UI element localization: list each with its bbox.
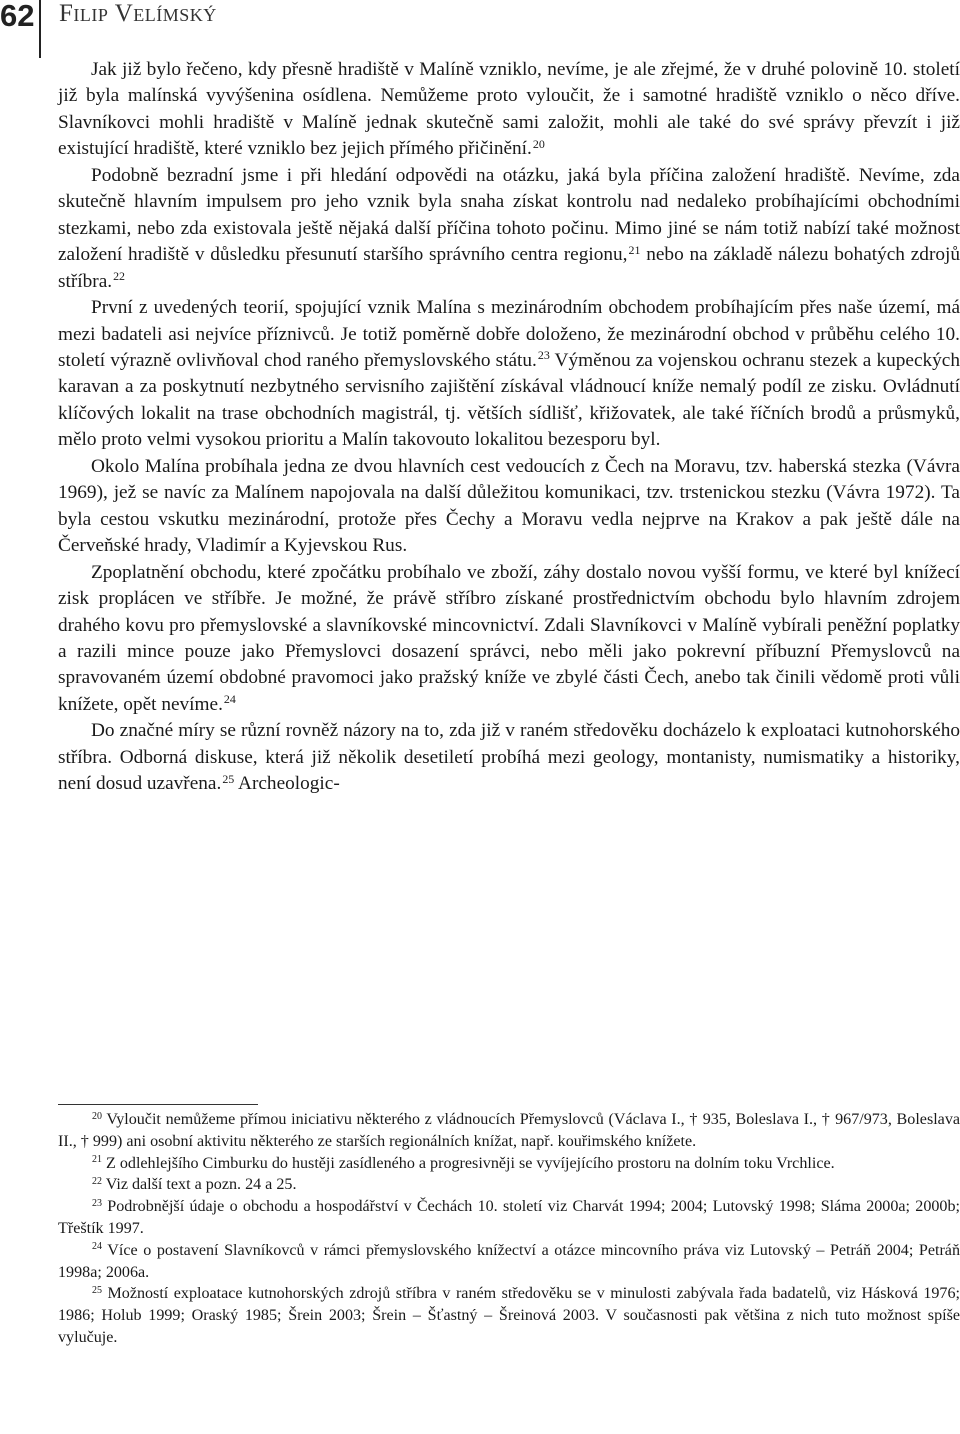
paragraph-text: Podobně bezradní jsme i při hledání odpovědi na otázku, jaká byla příčina založení hradiště. Nevíme, zda skutečně hlavním impulsem pro jeho vznik byla snaha získat kontrolu nad nedaleko probíhajícími obchodními stezkami, nebo zda existovala ještě nějaká další příčina tohoto počinu. Mimo jiné se nám totiž nabízí také možnost založení hradiště v důsledku přesunutí staršího správního centra regionu, xyxy=(58,164,960,266)
paragraph xyxy=(58,57,960,163)
paragraph-text: První z uvedených teorií, spojující vznik Malína s mezinárodním obchodem probíhajícím přes naše území, má mezi badateli asi nejvíce příznivců. Je totiž poměrně dobře doloženo, že mezinárodní obchod v průběhu celého 10. století výrazně ovlivňoval chod raného přemyslovského státu. xyxy=(58,297,960,371)
header-divider xyxy=(39,0,41,58)
main-text xyxy=(58,57,960,798)
paragraph xyxy=(58,560,960,719)
paragraph-text: Do značné míry se různí rovněž názory na to, zda již v raném středověku docházelo k exploataci kutnohorského stříbra. Odborná diskuse, která již několik desetiletí probíhá mezi geology, montanisty, numismatiky a historiky, není dosud uzavřena. xyxy=(58,720,960,795)
footnote xyxy=(58,1109,960,1153)
footnote-text: Více o postavení Slavníkovců v rámci přemyslovského knížectví a otázce mincovního práva viz Lutovský – Petráň 2004; Petráň 1998a; 2006a. xyxy=(58,1241,960,1281)
footnote-ref[interactable]: 20 xyxy=(532,136,545,151)
footnote xyxy=(58,1174,960,1196)
footnote-ref[interactable]: 23 xyxy=(537,348,550,363)
footnote-divider xyxy=(58,1104,258,1105)
footnote xyxy=(58,1240,960,1284)
paragraph-text: Výměnou za vojenskou ochranu stezek a kupeckých karavan a za poskytnutí nezbytného servisního zajištění získával vládnoucí kníže nemalý podíl ze zisku. Ovládnutí klíčových lokalit na trase obchodních magistrál, tj. větších sídlišť, křižovatek, ale také říčních brodů a průsmyků, mělo proto velmi vysokou prioritu a Malín takovouto lokalitou bezesporu byl. xyxy=(58,349,960,451)
footnotes xyxy=(58,1109,960,1349)
footnote-text: Viz další text a pozn. 24 a 25. xyxy=(105,1176,297,1194)
footnote-text: Možností exploatace kutnohorských zdrojů stříbra v raném středověku se v minulosti zabývala řada badatelů, viz Hásková 1976; 1986; Holub 1999; Oraský 1985; Šrein 2003; Šrein – Šťastný – Šreinová 2003. V současnosti pak většina z nich tuto možnost spíše vylučuje. xyxy=(58,1285,960,1346)
paragraph-text: Archeologic- xyxy=(234,773,340,795)
footnote-number: 25 xyxy=(92,1284,102,1296)
footnote-number: 24 xyxy=(92,1241,102,1253)
footnote-ref[interactable]: 22 xyxy=(113,269,126,284)
page-number: 62 xyxy=(0,0,35,33)
page-header xyxy=(0,0,960,60)
footnote xyxy=(58,1153,960,1175)
paragraph-text: nebo na základě nálezu bohatých zdrojů stříbra. xyxy=(58,244,960,292)
paragraph xyxy=(58,718,960,797)
footnote-number: 22 xyxy=(92,1175,102,1187)
footnote-text: Z odlehlejšího Cimburku do hustěji zasídleného a progresivněji se vyvíjejícího prostoru na dolním toku Vrchlice. xyxy=(106,1154,835,1172)
footnote-ref[interactable]: 25 xyxy=(222,771,235,786)
running-head-author: Filip Velímský xyxy=(59,0,217,27)
footnote-number: 20 xyxy=(92,1110,102,1122)
footnote-ref[interactable]: 24 xyxy=(223,692,236,707)
footnote-text: Vyloučit nemůžeme přímou iniciativu některého z vládnoucích Přemyslovců (Václava I., † 935, Boleslava I., † 967/973, Boleslava II., † 999) ani osobní aktivitu některého ze starších regionálních knížat, např. kouřimského knížete. xyxy=(58,1111,960,1150)
footnote xyxy=(58,1196,960,1240)
footnote-number: 21 xyxy=(92,1154,102,1166)
paragraph xyxy=(58,163,960,295)
footnote-ref[interactable]: 21 xyxy=(628,242,641,257)
footnote xyxy=(58,1283,960,1348)
footnote-text: Podrobnější údaje o obchodu a hospodářství v Čechách 10. století viz Charvát 1994; 2004; Lutovský 1998; Sláma 2000a; 2000b; Třeštík 1997. xyxy=(58,1198,960,1237)
footnote-number: 23 xyxy=(92,1197,102,1209)
paragraph-text: Okolo Malína probíhala jedna ze dvou hlavních cest vedoucích z Čech na Moravu, tzv. haberská stezka (Vávra 1969), jež se navíc za Malínem napojovala na další důležitou komunikaci, tzv. trstenickou stezku (Vávra 1972). Ta byla cestou vskutku mezinárodní, protože přes Čechy a Moravu vedla nejprve na Krakov a pak ještě dále na Červeňské hrady, Vladimír a Kyjevskou Rus. xyxy=(58,455,960,557)
paragraph-text: Jak již bylo řečeno, kdy přesně hradiště v Malíně vzniklo, nevíme, je ale zřejmé, že v druhé polovině 10. století již byla malínská vyvýšenina osídlena. Nemůžeme proto vyloučit, že i samotné hradiště vzniklo o něco dříve. Slavníkovci mohli hradiště v Malíně jednak skutečně sami založit, mohli ale také do své správy převzít i již existující hradiště, které vzniklo bez jejich přímého přičinění. xyxy=(58,59,960,160)
paragraph-text: Zpoplatnění obchodu, které zpočátku probíhalo ve zboží, záhy dostalo novou vyšší formu, ve které byl knížecí zisk proplácen ve stříbře. Je možné, že právě stříbro získané prostřednictvím obchodu bylo hlavním zdrojem drahého kovu pro přemyslovské a slavníkovské mincovnictví. Zdali Slavníkovci v Malíně vybírali peněžní poplatky a razili mince pouze jako Přemyslovci dosazení správci, nebo měli jako pokrevní příbuzní Přemyslovců na spravovaném území obdobné pravomoci jako pražský kníže ve zbylé části Čech, anebo tak činili vědomě proti vůli knížete, opět nevíme. xyxy=(58,561,960,715)
paragraph xyxy=(58,454,960,560)
paragraph xyxy=(58,295,960,454)
